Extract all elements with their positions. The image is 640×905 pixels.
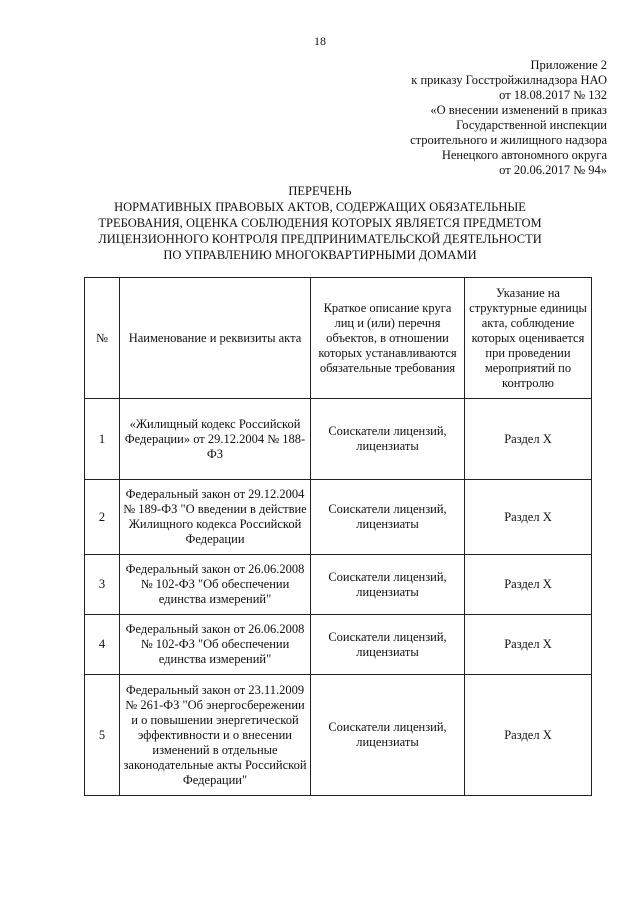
cell-structural-units: Раздел X (465, 480, 592, 555)
cell-description: Соискатели лицензий, лицензиаты (311, 615, 465, 675)
page-number: 18 (314, 34, 326, 48)
table-row (85, 675, 592, 796)
cell-act-name: Федеральный закон от 26.06.2008 № 102-ФЗ "Об обеспечении единства измерений" (120, 555, 311, 615)
appendix-line: Ненецкого автономного округа (441, 148, 607, 162)
cell-structural-units: Раздел X (465, 675, 592, 796)
header-number: № (85, 278, 120, 399)
appendix-block (277, 58, 607, 178)
title-line: ПЕРЕЧЕНЬ (288, 184, 352, 198)
title-line: ТРЕБОВАНИЯ, ОЦЕНКА СОБЛЮДЕНИЯ КОТОРЫХ ЯВЛЯЕТСЯ ПРЕДМЕТОМ (98, 216, 542, 230)
cell-description: Соискатели лицензий, лицензиаты (311, 675, 465, 796)
title-line: ЛИЦЕНЗИОННОГО КОНТРОЛЯ ПРЕДПРИНИМАТЕЛЬСКОЙ ДЕЯТЕЛЬНОСТИ (98, 232, 542, 246)
cell-description: Соискатели лицензий, лицензиаты (311, 480, 465, 555)
appendix-line: от 20.06.2017 № 94» (499, 163, 607, 177)
acts-table (84, 277, 592, 796)
cell-number: 2 (85, 480, 120, 555)
cell-act-name: Федеральный закон от 29.12.2004 № 189-ФЗ "О введении в действие Жилищного кодекса Российской Федерации (120, 480, 311, 555)
cell-description: Соискатели лицензий, лицензиаты (311, 555, 465, 615)
header-structural-units: Указание на структурные единицы акта, соблюдение которых оценивается при проведении мероприятий по контролю (465, 278, 592, 399)
appendix-line: Приложение 2 (530, 58, 607, 72)
cell-description: Соискатели лицензий, лицензиаты (311, 399, 465, 480)
header-act-name: Наименование и реквизиты акта (120, 278, 311, 399)
cell-number: 1 (85, 399, 120, 480)
table-row (85, 480, 592, 555)
cell-structural-units: Раздел X (465, 555, 592, 615)
table-row (85, 555, 592, 615)
cell-structural-units: Раздел X (465, 615, 592, 675)
appendix-line: «О внесении изменений в приказ (430, 103, 607, 117)
document-title (90, 183, 550, 263)
appendix-line: строительного и жилищного надзора (410, 133, 607, 147)
cell-structural-units: Раздел X (465, 399, 592, 480)
header-description: Краткое описание круга лиц и (или) перечня объектов, в отношении которых устанавливаются обязательные требования (311, 278, 465, 399)
table-row (85, 399, 592, 480)
cell-number: 3 (85, 555, 120, 615)
appendix-line: к приказу Госстройжилнадзора НАО (411, 73, 607, 87)
cell-number: 5 (85, 675, 120, 796)
appendix-line: Государственной инспекции (456, 118, 607, 132)
cell-act-name: «Жилищный кодекс Российской Федерации» от 29.12.2004 № 188-ФЗ (120, 399, 311, 480)
title-line: НОРМАТИВНЫХ ПРАВОВЫХ АКТОВ, СОДЕРЖАЩИХ ОБЯЗАТЕЛЬНЫЕ (114, 200, 526, 214)
cell-act-name: Федеральный закон от 26.06.2008 № 102-ФЗ "Об обеспечении единства измерений" (120, 615, 311, 675)
cell-act-name: Федеральный закон от 23.11.2009 № 261-ФЗ "Об энергосбережении и о повышении энергетической эффективности и о внесении изменений в отдельные законодательные акты Российской Федерации" (120, 675, 311, 796)
cell-number: 4 (85, 615, 120, 675)
table-header-row (85, 278, 592, 399)
title-line: ПО УПРАВЛЕНИЮ МНОГОКВАРТИРНЫМИ ДОМАМИ (163, 248, 477, 262)
appendix-line: от 18.08.2017 № 132 (499, 88, 607, 102)
table-row (85, 615, 592, 675)
